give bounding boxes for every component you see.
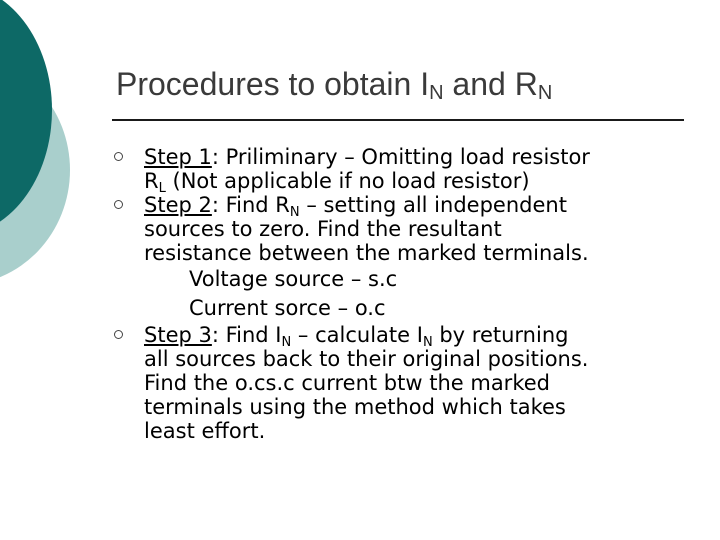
decorative-teal-circles (0, 0, 120, 300)
list-item-step-3: Step 3: Find IN – calculate IN by returning all sources back to their original positions. Find the o.cs.c current btw the marked terminals using the method which takes least effort. (114, 323, 684, 443)
hollow-circle-bullet-icon (114, 200, 123, 209)
voltage-source-note: Voltage source – s.c (189, 267, 398, 291)
step-2-label: Step 2 (144, 193, 212, 217)
title-underline (112, 119, 684, 121)
hollow-circle-bullet-icon (114, 330, 123, 339)
bullet-list (114, 145, 684, 443)
list-item-step-1: Step 1: Priliminary – Omitting load resistor RL (Not applicable if no load resistor) (114, 145, 684, 193)
slide-title: Procedures to obtain $I_N$ and $R_N$ (116, 66, 553, 104)
step-1-label: Step 1 (144, 145, 212, 169)
list-item-step-2: Step 2: Find RN – setting all independent sources to zero. Find the resultant resistance between the marked terminals. Voltage source – s.c Current sorce – o.c (114, 193, 684, 323)
hollow-circle-bullet-icon (114, 152, 123, 161)
step-3-label: Step 3 (144, 323, 212, 347)
current-source-note: Current sorce – o.c (189, 296, 386, 320)
